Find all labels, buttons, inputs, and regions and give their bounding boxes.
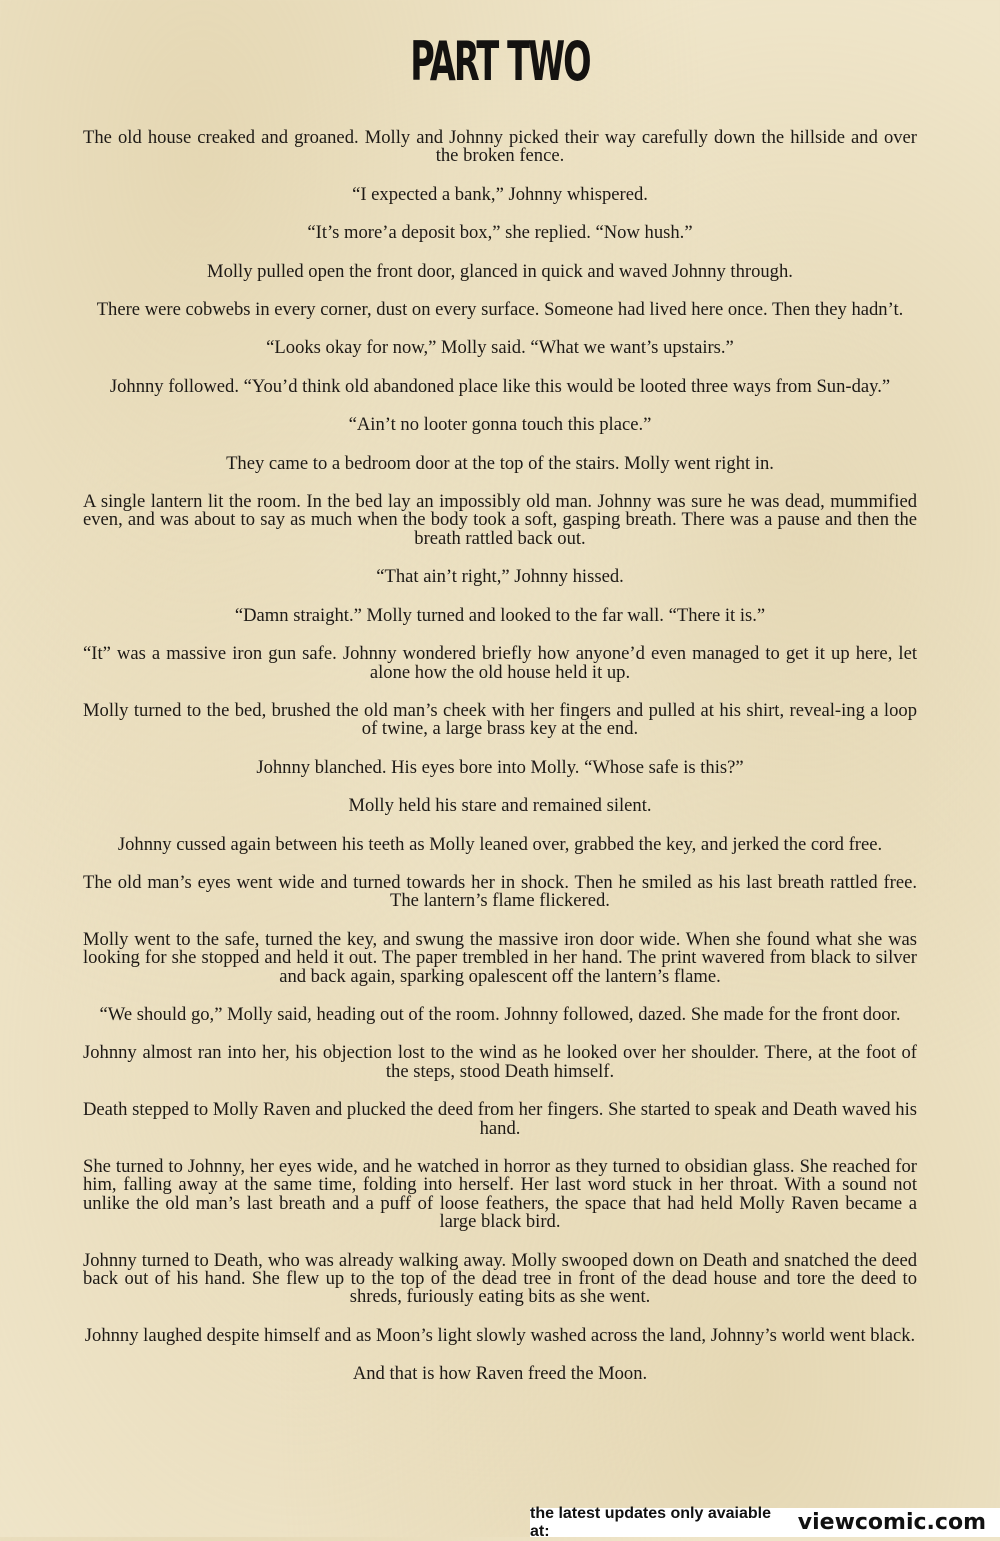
paragraph: Death stepped to Molly Raven and plucked the deed from her fingers. She started to speak and Death waved his hand. — [83, 1099, 917, 1139]
paragraph: They came to a bedroom door at the top of the stairs. Molly went right in. — [226, 452, 774, 474]
paragraph: “That ain’t right,” Johnny hissed. — [376, 566, 624, 588]
paragraph: Johnny followed. “You’d think old abandoned place like this would be looted three ways from Sun-day.” — [109, 375, 891, 397]
footer-notice: the latest updates only avaiable at: — [530, 1504, 771, 1540]
paragraph: Molly pulled open the front door, glanced in quick and waved Johnny through. — [207, 260, 793, 282]
paragraph: “Damn straight.” Molly turned and looked to the far wall. “There it is.” — [234, 604, 766, 626]
paragraph: Johnny laughed despite himself and as Moon’s light slowly washed across the land, Johnny’s world went black. — [84, 1324, 916, 1346]
paragraph: “I expected a bank,” Johnny whispered. — [352, 183, 648, 205]
paragraph: There were cobwebs in every corner, dust on every surface. Someone had lived here once. Then they hadn’t. — [96, 299, 904, 321]
page-title: PART TWO — [410, 30, 590, 93]
paragraph: “It’s more’a deposit box,” she replied. “Now hush.” — [307, 222, 693, 244]
paragraph: And that is how Raven freed the Moon. — [352, 1363, 648, 1385]
paragraph: Johnny turned to Death, who was already walking away. Molly swooped down on Death and snatched the deed back out of his hand. She flew up to the top of the dead tree in front of the dead house and tore the deed to shreds, furiously eating bits as she went. — [83, 1249, 917, 1308]
paragraph: The old house creaked and groaned. Molly and Johnny picked their way carefully down the hillside and over the broken fence. — [83, 127, 917, 167]
paragraph: “Looks okay for now,” Molly said. “What we want’s upstairs.” — [266, 337, 734, 359]
paragraph: “It” was a massive iron gun safe. Johnny wondered briefly how anyone’d even managed to get it up here, let alone how the old house held it up. — [83, 643, 917, 683]
paragraph: Molly went to the safe, turned the key, and swung the massive iron door wide. When she found what she was looking for she stopped and held it out. The paper trembled in her hand. The print wavered from black to silver and back again, sparking opalescent off the lantern’s flame. — [83, 928, 917, 987]
footer-brand-link[interactable]: viewcomic.com — [797, 1510, 986, 1535]
paragraph: Molly turned to the bed, brushed the old man’s cheek with her fingers and pulled at his shirt, reveal-ing a loop of twine, a large brass key at the end. — [83, 699, 917, 740]
paragraph: A single lantern lit the room. In the bed lay an impossibly old man. Johnny was sure he was dead, mummified even, and was about to say as much when the body took a soft, gasping breath. There was a pause and then the breath rattled back out. — [83, 491, 917, 549]
paragraph: Johnny cussed again between his teeth as Molly leaned over, grabbed the key, and jerked the cord free. — [117, 833, 883, 855]
paragraph: The old man’s eyes went wide and turned towards her in shock. Then he smiled as his last breath rattled free. The lantern’s flame flickered. — [83, 871, 917, 912]
paragraph: “Ain’t no looter gonna touch this place.” — [348, 414, 652, 436]
paragraph: “We should go,” Molly said, heading out of the room. Johnny followed, dazed. She made for the front door. — [99, 1003, 901, 1025]
paragraph: Johnny blanched. His eyes bore into Molly. “Whose safe is this?” — [256, 756, 744, 778]
paragraph: Johnny almost ran into her, his objection lost to the wind as he looked over her shoulder. There, at the foot of the steps, stood Death himself. — [83, 1042, 917, 1082]
footer-banner — [530, 1504, 1000, 1540]
story-text — [83, 129, 917, 1404]
paragraph: Molly held his stare and remained silent. — [348, 795, 652, 817]
paragraph: She turned to Johnny, her eyes wide, and he watched in horror as they turned to obsidian glass. She reached for him, falling away at the same time, folding into herself. Her last word stuck in her throat. With a sound not unlike the old man’s last breath and a puff of loose feathers, the space that had held Molly Raven became a large black bird. — [83, 1156, 917, 1233]
